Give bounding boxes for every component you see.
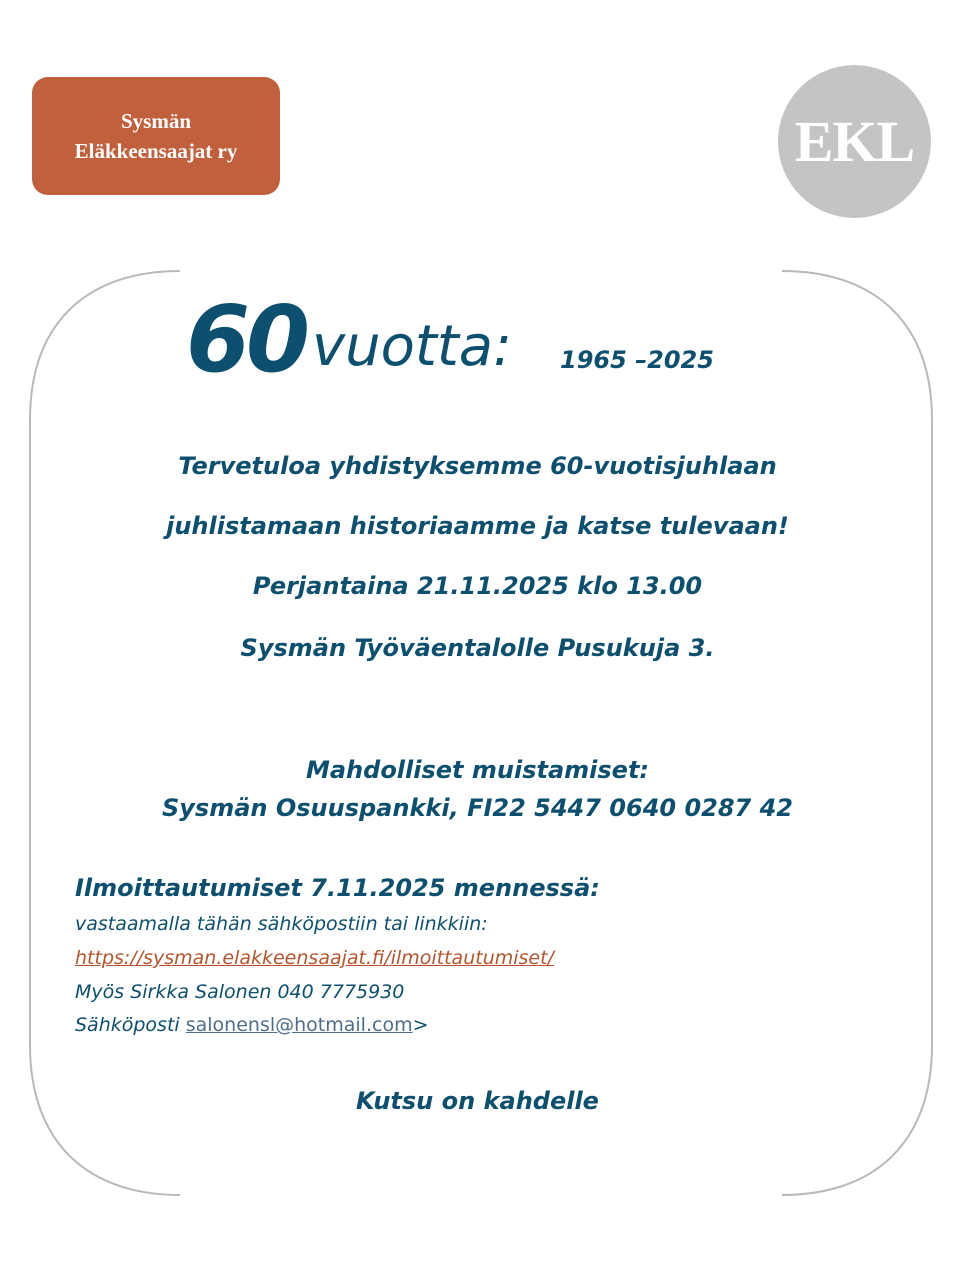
registration-email-line	[75, 1013, 429, 1037]
frame-right-bracket	[782, 271, 932, 1195]
anniversary-years: 1965 –2025	[560, 346, 714, 374]
invitation-note: Kutsu on kahdelle	[356, 1087, 599, 1115]
anniversary-heading	[0, 285, 955, 395]
email-link[interactable]: salonensl@hotmail.com	[185, 1014, 413, 1036]
registration-phone: Myös Sirkka Salonen 040 7775930	[75, 981, 405, 1003]
invitation-line-2: juhlistamaan historiaamme ja katse tulevaan!	[166, 512, 789, 540]
event-location: Sysmän Työväentalolle Pusukuja 3.	[240, 634, 715, 662]
invitation-line-1: Tervetuloa yhdistyksemme 60-vuotisjuhlaan	[178, 452, 777, 480]
organization-name-line2: Eläkkeensaajat ry	[74, 139, 238, 163]
event-datetime: Perjantaina 21.11.2025 klo 13.00	[252, 572, 703, 600]
organization-name-line1: Sysmän	[120, 109, 192, 133]
anniversary-word: vuotta:	[312, 314, 512, 379]
email-label: Sähköposti	[75, 1014, 186, 1036]
frame-left-bracket	[30, 271, 180, 1195]
email-suffix: >	[412, 1014, 429, 1036]
registration-title: Ilmoittautumiset 7.11.2025 mennessä:	[75, 874, 600, 902]
gifts-bank-account: Sysmän Osuuspankki, FI22 5447 0640 0287 42	[161, 794, 794, 822]
gifts-title: Mahdolliset muistamiset:	[305, 756, 650, 784]
anniversary-number: 60	[186, 286, 307, 393]
ekl-logo-text: EKL	[794, 109, 915, 174]
registration-instruction: vastaamalla tähän sähköpostiin tai linkkiin:	[75, 913, 488, 935]
registration-link[interactable]: https://sysman.elakkeensaajat.fi/ilmoittautumiset/	[75, 947, 554, 969]
